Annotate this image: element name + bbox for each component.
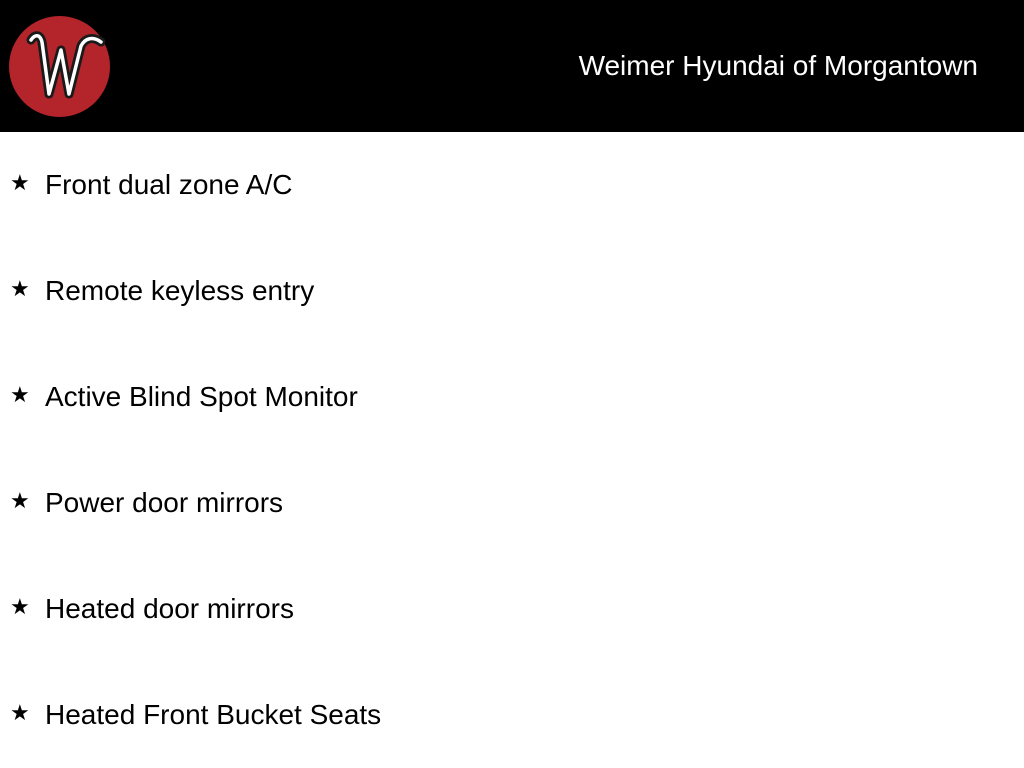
- star-icon: ★: [10, 382, 30, 407]
- star-icon: ★: [10, 170, 30, 195]
- star-icon: ★: [10, 276, 30, 301]
- weimer-logo-icon: [9, 16, 110, 117]
- feature-label: Front dual zone A/C: [45, 169, 293, 200]
- feature-label: Power door mirrors: [45, 487, 284, 518]
- list-item: [0, 271, 1024, 311]
- dealer-name: Weimer Hyundai of Morgantown: [578, 50, 978, 81]
- star-icon: ★: [10, 594, 30, 619]
- star-icon: ★: [10, 488, 30, 513]
- list-item: [0, 165, 1024, 205]
- list-item: [0, 377, 1024, 417]
- header-bar: [0, 0, 1024, 132]
- feature-label: Heated door mirrors: [45, 593, 294, 624]
- list-item: [0, 589, 1024, 629]
- feature-list: [0, 132, 1024, 768]
- feature-label: Remote keyless entry: [45, 275, 315, 306]
- feature-label: Heated Front Bucket Seats: [45, 699, 382, 730]
- list-item: [0, 695, 1024, 735]
- star-icon: ★: [10, 700, 30, 725]
- feature-label: Active Blind Spot Monitor: [45, 381, 358, 412]
- list-item: [0, 483, 1024, 523]
